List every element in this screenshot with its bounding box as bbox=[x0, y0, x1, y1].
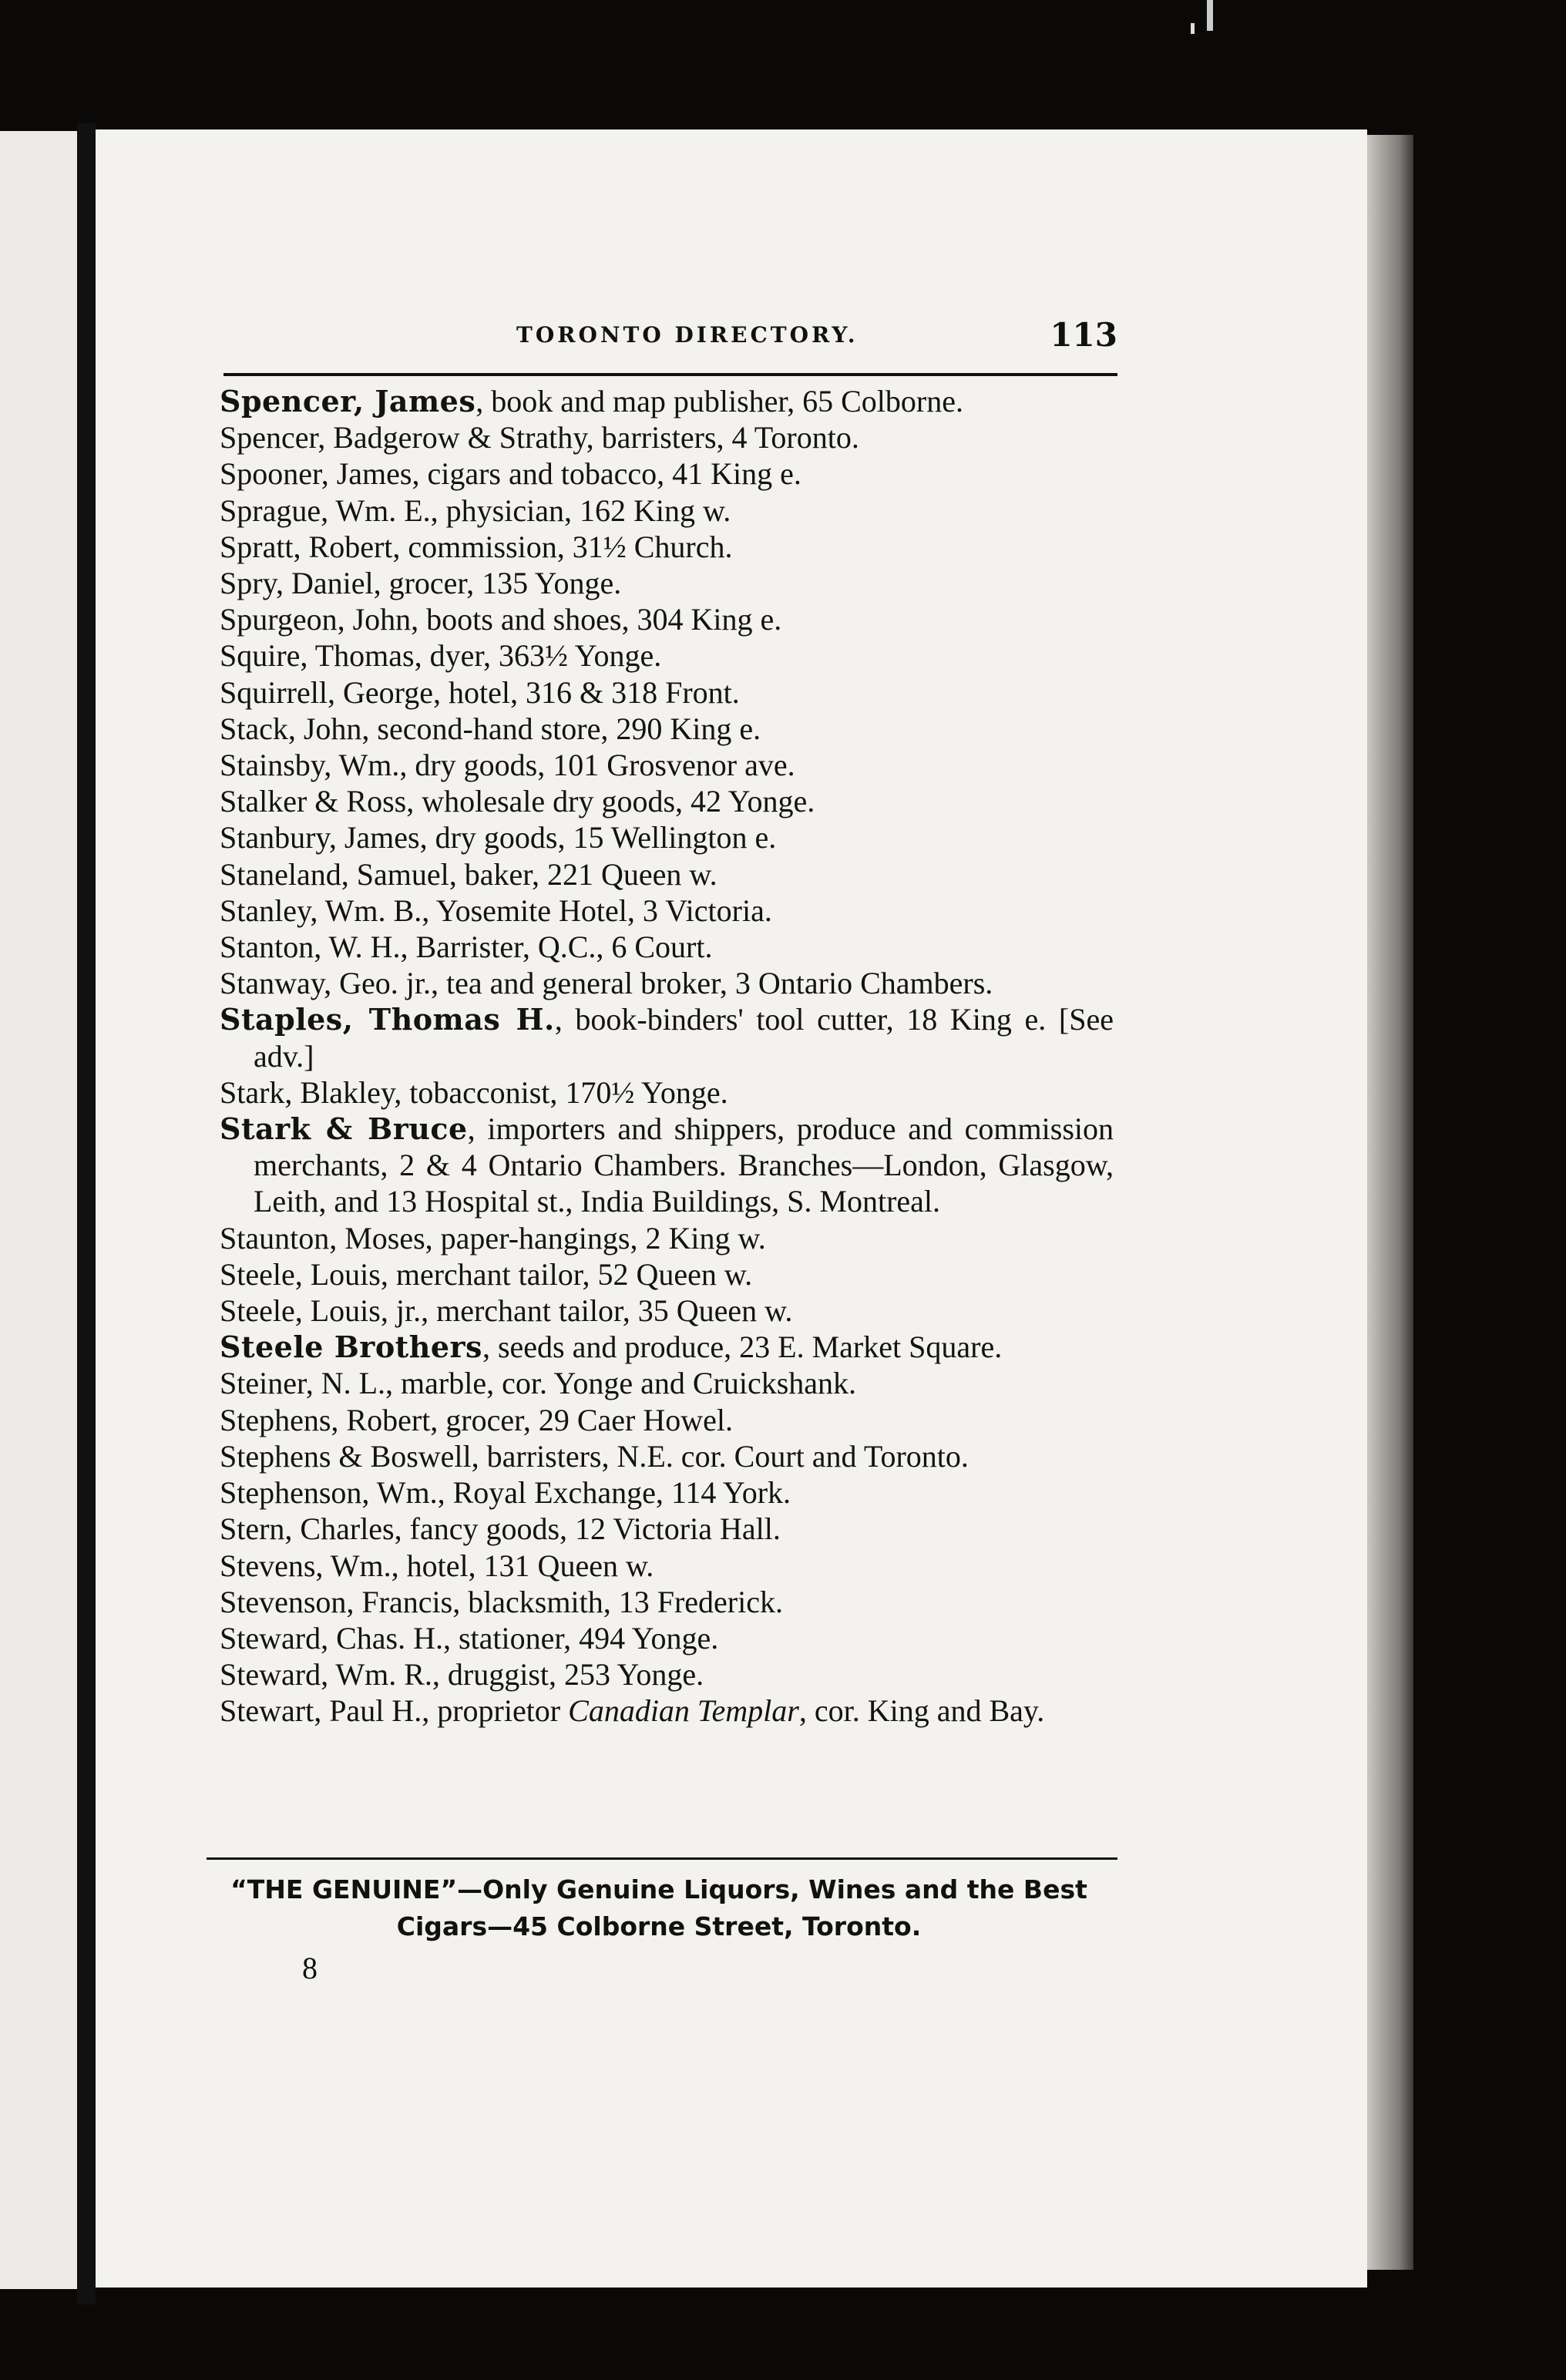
entry-text: Staunton, Moses, paper-hangings, 2 King w. bbox=[220, 1220, 766, 1256]
directory-entry bbox=[220, 1656, 1114, 1693]
entry-text: Steele, Louis, merchant tailor, 52 Queen w. bbox=[220, 1256, 753, 1292]
entry-text: Squirrell, George, hotel, 316 & 318 Front. bbox=[220, 674, 740, 710]
directory-entry bbox=[220, 1402, 1114, 1438]
entry-text: Squire, Thomas, dyer, 363½ Yonge. bbox=[220, 638, 662, 674]
entry-text: , book and map publisher, 65 Colborne. bbox=[476, 384, 963, 419]
entry-text-tail: , cor. King and Bay. bbox=[798, 1693, 1045, 1729]
directory-entry bbox=[220, 1584, 1114, 1620]
directory-entry bbox=[220, 1511, 1114, 1547]
advertisement bbox=[197, 1871, 1121, 1945]
entry-name-bold: Steele Brothers bbox=[220, 1330, 482, 1365]
entry-italic-title: Canadian Templar bbox=[568, 1693, 799, 1729]
entry-text: Stewart, Paul H., proprietor bbox=[220, 1693, 561, 1729]
entry-text: Stephenson, Wm., Royal Exchange, 114 York. bbox=[220, 1475, 791, 1511]
entry-text: Staneland, Samuel, baker, 221 Queen w. bbox=[220, 856, 717, 892]
entry-text: Stanway, Geo. jr., tea and general broker, 3 Ontario Chambers. bbox=[220, 966, 993, 1001]
advertisement-line-2: Cigars—45 Colborne Street, Toronto. bbox=[396, 1911, 922, 1941]
directory-entry bbox=[220, 674, 1114, 711]
directory-entry bbox=[220, 529, 1114, 565]
page-header bbox=[516, 316, 1117, 362]
directory-entry bbox=[220, 1293, 1114, 1329]
entry-text: Stephens, Robert, grocer, 29 Caer Howel. bbox=[220, 1402, 733, 1437]
entry-text: Steiner, N. L., marble, cor. Yonge and Cruickshank. bbox=[220, 1366, 857, 1401]
entry-text: Spurgeon, John, boots and shoes, 304 King e. bbox=[220, 602, 782, 637]
page-stack-edge bbox=[1367, 135, 1413, 2270]
entry-text: , importers and shippers, produce and commission merchants, 2 & 4 Ontario Chambers. Branches—London, Glasgow, Leith, and 13 Hospital st., India Buildings, S. Montreal. bbox=[254, 1111, 1114, 1219]
directory-entry bbox=[220, 565, 1114, 601]
adjacent-page-edge bbox=[0, 131, 77, 2289]
page-number: 113 bbox=[1050, 316, 1117, 354]
entry-text: , seeds and produce, 23 E. Market Square. bbox=[482, 1330, 1003, 1365]
directory-entry bbox=[220, 637, 1114, 674]
entry-name-bold: Staples, Thomas H. bbox=[220, 1002, 555, 1037]
entry-text: Stainsby, Wm., dry goods, 101 Grosvenor ave. bbox=[220, 748, 795, 783]
entry-text: Spooner, James, cigars and tobacco, 41 King e. bbox=[220, 456, 801, 492]
signature-mark: 8 bbox=[302, 1951, 318, 1985]
entry-text: Stevenson, Francis, blacksmith, 13 Frederick. bbox=[220, 1584, 783, 1619]
directory-entry bbox=[220, 965, 1114, 1001]
directory-entry bbox=[220, 419, 1114, 455]
directory-entry bbox=[220, 1548, 1114, 1584]
directory-entry bbox=[220, 1620, 1114, 1656]
directory-entry bbox=[220, 1220, 1114, 1256]
directory-entry bbox=[220, 1474, 1114, 1511]
book-gutter bbox=[77, 123, 96, 2304]
entry-text: Steele, Louis, jr., merchant tailor, 35 Queen w. bbox=[220, 1293, 793, 1329]
directory-entry bbox=[220, 711, 1114, 747]
scan-speck bbox=[1207, 0, 1213, 31]
directory-entry bbox=[220, 783, 1114, 819]
running-head: TORONTO DIRECTORY. bbox=[516, 322, 859, 348]
entry-text: , book-binders' tool cutter, 18 King e. [See adv.] bbox=[254, 1002, 1114, 1074]
directory-entry bbox=[220, 1693, 1114, 1729]
entry-text: Stevens, Wm., hotel, 131 Queen w. bbox=[220, 1548, 654, 1583]
entry-text: Stephens & Boswell, barristers, N.E. cor. Court and Toronto. bbox=[220, 1438, 969, 1474]
directory-entry bbox=[220, 492, 1114, 529]
directory-entry bbox=[220, 1074, 1114, 1111]
directory-entry bbox=[220, 1001, 1114, 1074]
directory-entry bbox=[220, 747, 1114, 783]
advertisement-line-1: “THE GENUINE”—Only Genuine Liquors, Wines and the Best bbox=[230, 1874, 1087, 1904]
entry-text: Spencer, Badgerow & Strathy, barristers, 4 Toronto. bbox=[220, 420, 859, 455]
entry-text: Stack, John, second-hand store, 290 King e. bbox=[220, 711, 761, 746]
entry-name-bold: Spencer, James bbox=[220, 384, 476, 419]
directory-entry bbox=[220, 929, 1114, 965]
header-rule bbox=[223, 373, 1117, 376]
scan-speck bbox=[1191, 23, 1195, 34]
directory-entry bbox=[220, 856, 1114, 892]
entry-text: Stark, Blakley, tobacconist, 170½ Yonge. bbox=[220, 1074, 728, 1110]
directory-entry bbox=[220, 1329, 1114, 1365]
footer-rule bbox=[207, 1857, 1117, 1860]
directory-entry bbox=[220, 1365, 1114, 1401]
entry-text: Sprague, Wm. E., physician, 162 King w. bbox=[220, 492, 731, 528]
directory-entry bbox=[220, 1438, 1114, 1474]
entry-text: Stanley, Wm. B., Yosemite Hotel, 3 Victoria. bbox=[220, 892, 772, 928]
directory-entry bbox=[220, 1111, 1114, 1220]
entry-text: Spry, Daniel, grocer, 135 Yonge. bbox=[220, 566, 622, 601]
directory-entry bbox=[220, 455, 1114, 492]
entry-text: Spratt, Robert, commission, 31½ Church. bbox=[220, 529, 733, 564]
entry-text: Stanbury, James, dry goods, 15 Wellington e. bbox=[220, 820, 777, 856]
entry-text: Stalker & Ross, wholesale dry goods, 42 Yonge. bbox=[220, 784, 815, 819]
directory-entry bbox=[220, 601, 1114, 637]
directory-entry bbox=[220, 892, 1114, 929]
entry-text: Steward, Chas. H., stationer, 494 Yonge. bbox=[220, 1620, 719, 1656]
directory-entry bbox=[220, 383, 1114, 419]
directory-entry bbox=[220, 819, 1114, 856]
directory-entry bbox=[220, 1256, 1114, 1293]
entry-text: Steward, Wm. R., druggist, 253 Yonge. bbox=[220, 1657, 704, 1693]
entry-text: Stern, Charles, fancy goods, 12 Victoria Hall. bbox=[220, 1511, 781, 1547]
entry-name-bold: Stark & Bruce bbox=[220, 1111, 468, 1147]
directory-entries bbox=[220, 383, 1114, 1730]
entry-text: Stanton, W. H., Barrister, Q.C., 6 Court. bbox=[220, 929, 713, 965]
